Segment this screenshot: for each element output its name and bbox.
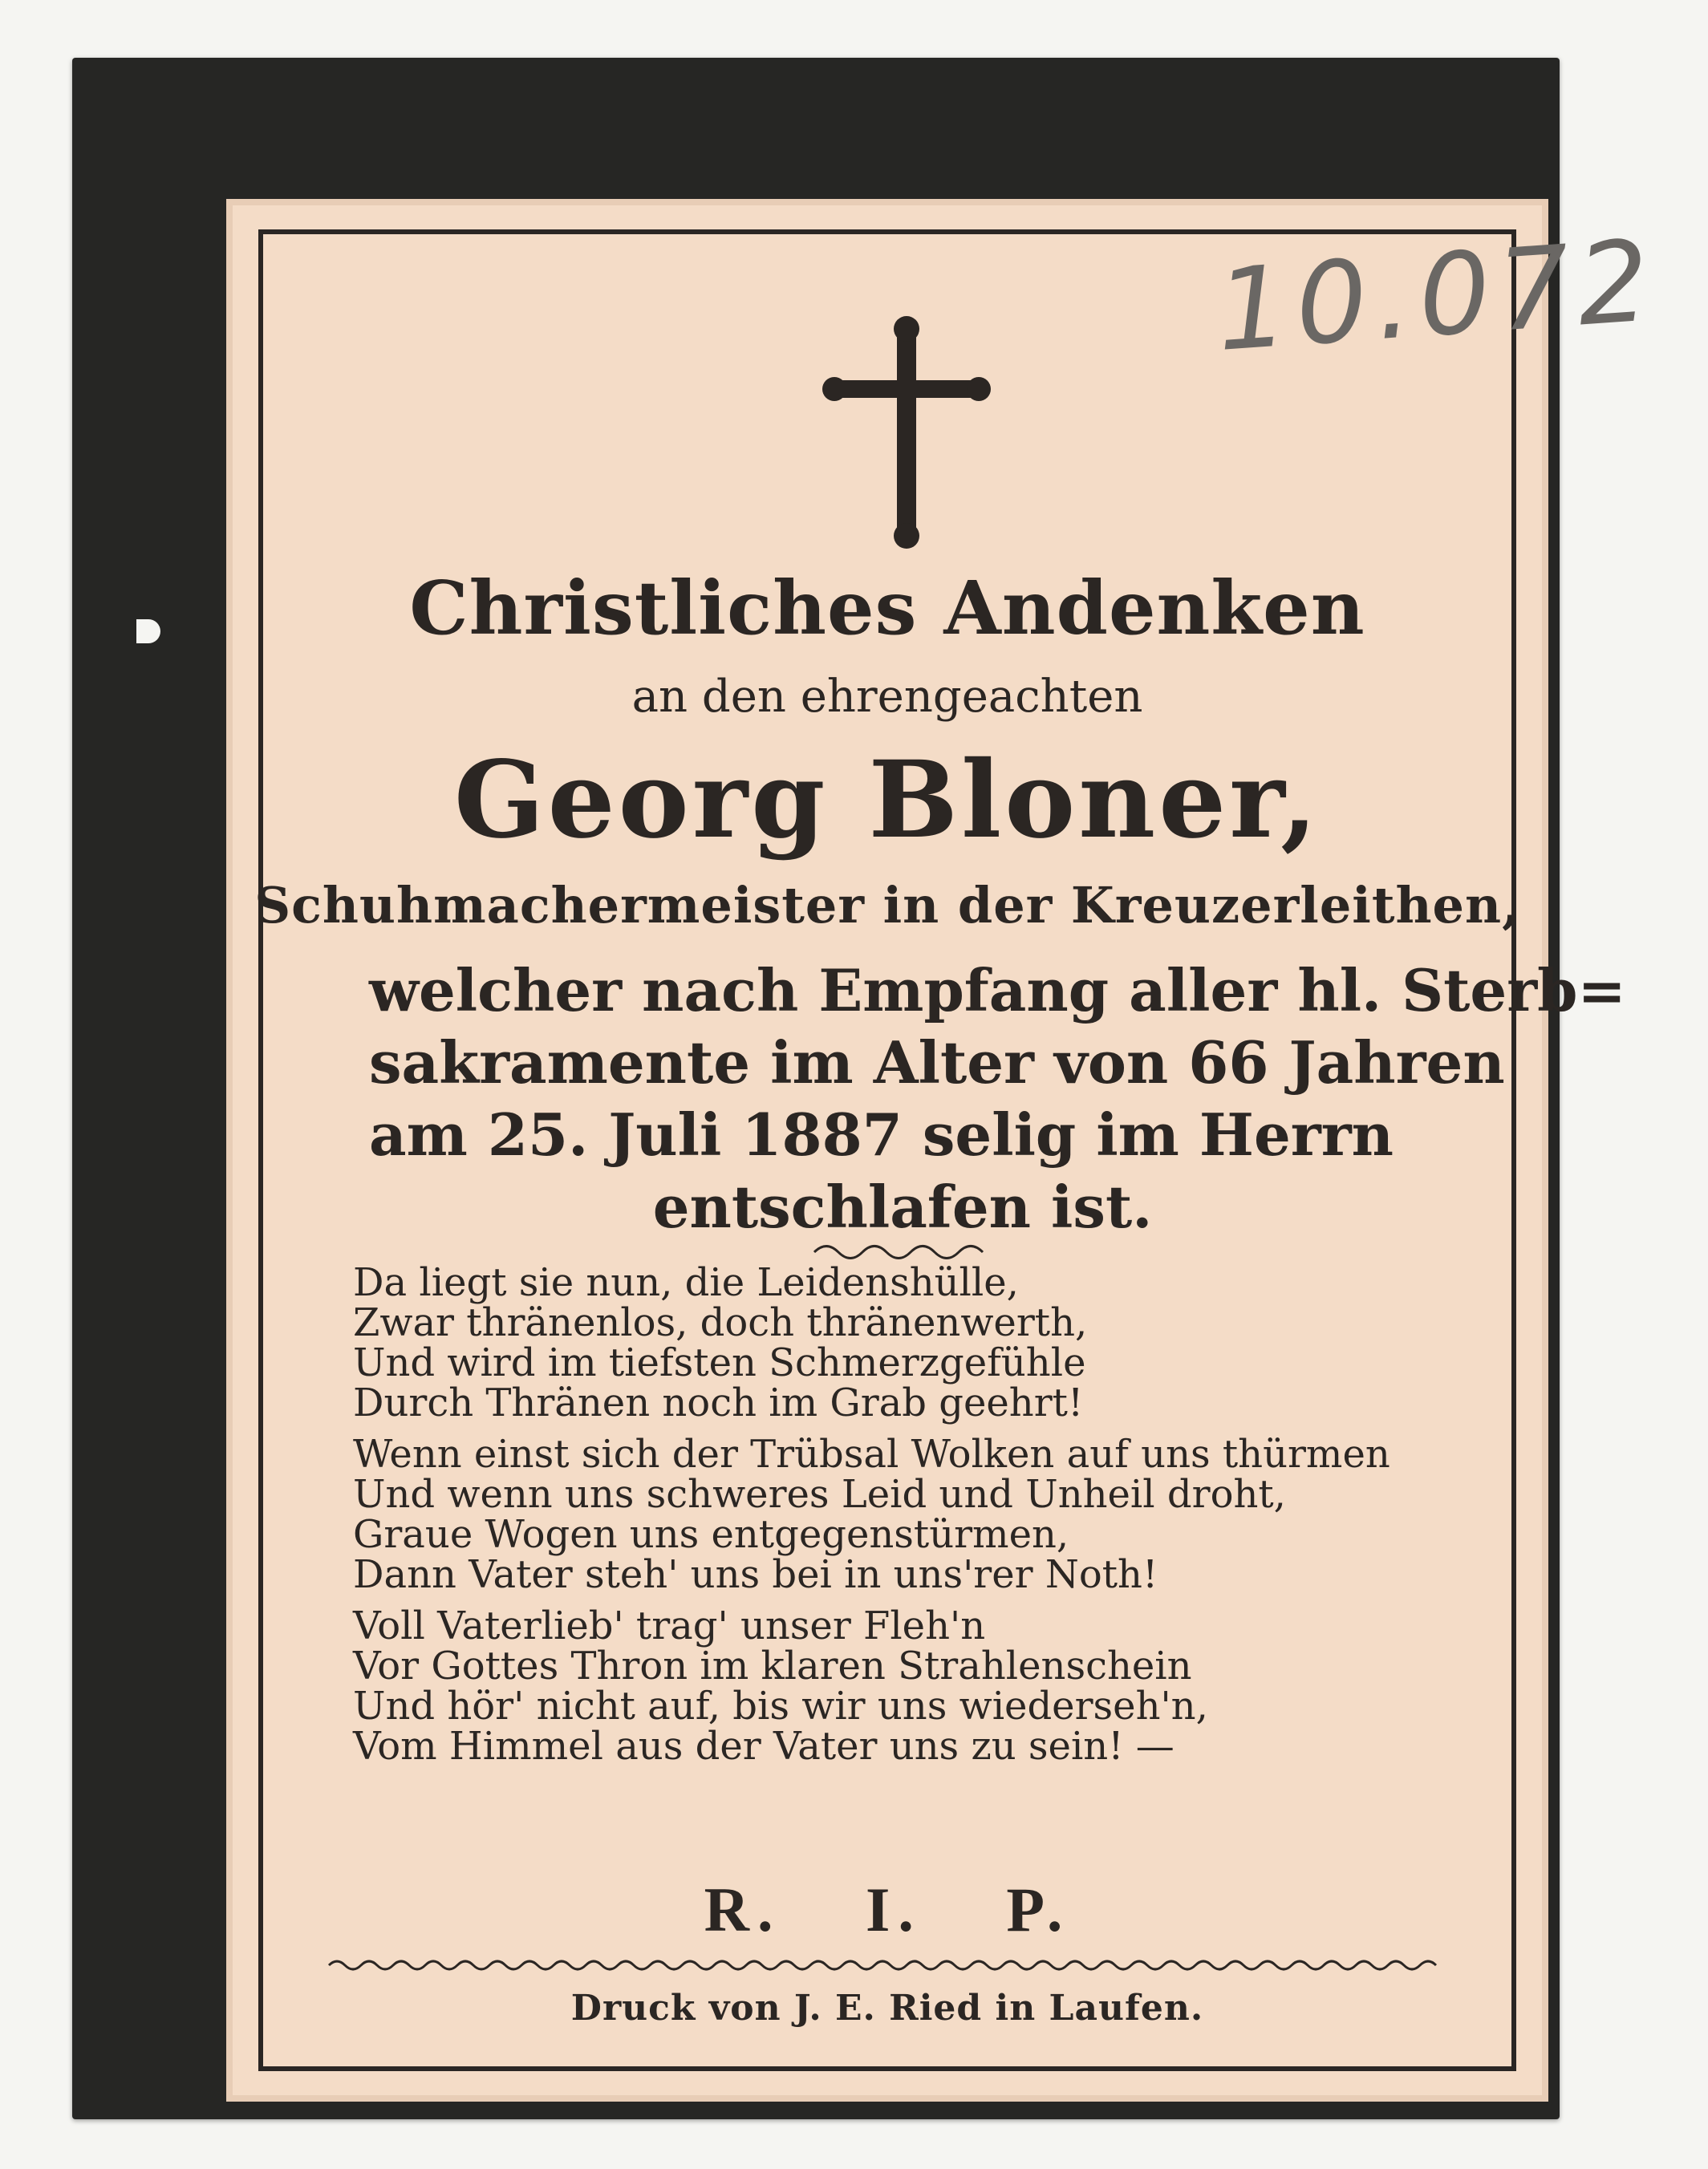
rip-letter: P.	[1006, 1875, 1071, 1944]
rip-letter: I.	[865, 1875, 922, 1944]
intro-line: an den ehrengeachten	[631, 671, 1143, 723]
card-notch	[136, 619, 160, 643]
rip-line	[233, 1874, 1542, 1946]
verse-line: Durch Thränen noch im Grab geehrt!	[353, 1380, 1084, 1425]
notice-line: am 25. Juli 1887 selig im Herrn	[369, 1101, 1394, 1169]
cross-icon	[826, 308, 987, 557]
wave-divider	[329, 1956, 1444, 1975]
occupation-line: Schuhmachermeister in der Kreuzerleithen,	[254, 876, 1520, 934]
rip-letter: R.	[704, 1875, 781, 1944]
verse-line: Graue Wogen uns entgegenstürmen,	[353, 1512, 1069, 1557]
verse-line: Vor Gottes Thron im klaren Strahlenschein	[353, 1644, 1192, 1689]
death-notice	[369, 955, 1626, 1243]
verse-line: Dann Vater steh' uns bei in uns'rer Noth!	[353, 1552, 1158, 1597]
card-paper	[233, 205, 1661, 2095]
mourning-card	[72, 58, 1661, 2119]
notice-line: welcher nach Empfang aller hl. Sterb=	[369, 956, 1626, 1024]
poem	[353, 1260, 1476, 1778]
handwritten-number: 10.072	[1211, 215, 1661, 377]
printer-credit: Druck von J. E. Ried in Laufen.	[570, 1988, 1204, 2029]
verse-line: Wenn einst sich der Trübsal Wolken auf uns thürmen	[353, 1432, 1390, 1477]
verse-line: Und wenn uns schweres Leid und Unheil droht,	[353, 1472, 1286, 1517]
deceased-name: Georg Bloner,	[453, 738, 1321, 862]
verse-line: Zwar thränenlos, doch thränenwerth,	[353, 1300, 1088, 1345]
poem-verse	[353, 1260, 1476, 1425]
verse-line: Vom Himmel aus der Vater uns zu sein! —	[353, 1724, 1175, 1769]
verse-line: Da liegt sie nun, die Leidenshülle,	[353, 1260, 1019, 1305]
notice-line: sakramente im Alter von 66 Jahren	[369, 1028, 1505, 1097]
verse-line: Voll Vaterlieb' trag' unser Fleh'n	[353, 1603, 986, 1648]
verse-line: Und wird im tiefsten Schmerzgefühle	[353, 1340, 1086, 1385]
poem-verse	[353, 1603, 1476, 1769]
verse-line: Und hör' nicht auf, bis wir uns wiederseh'n,	[353, 1684, 1208, 1729]
card-title: Christliches Andenken	[409, 565, 1365, 651]
poem-verse	[353, 1434, 1476, 1595]
notice-line: entschlafen ist.	[652, 1173, 1153, 1241]
